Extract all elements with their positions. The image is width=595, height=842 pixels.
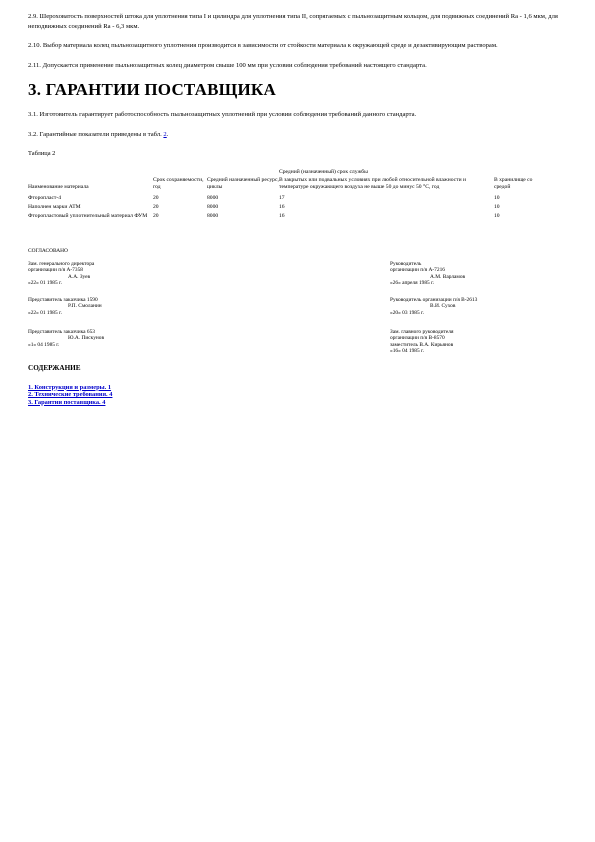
paragraph-2-10: 2.10. Выбор материала колец пыльнозащитного уплотнения производится в зависимости от стойкости материала к окружающей среде и дезактивирующим растворам. (28, 42, 498, 49)
table-header-resource: Средний назначенный ресурс, циклы (207, 176, 279, 190)
signature-role: Руководитель организации п/я В-2613 (390, 296, 478, 303)
signature-date: «20» 03 1985 г. (390, 309, 424, 316)
table-caption: Таблица 2 (28, 150, 56, 157)
signature-role: Представитель заказчика 1590 (28, 296, 98, 303)
toc-link-section-2[interactable]: 2. Технические требования. 4 (28, 391, 113, 399)
signature-right-2 (390, 297, 560, 317)
signature-role: организации п/я А-7216 (390, 267, 445, 274)
table-cell: 20 (153, 194, 159, 201)
signature-role: заместитель В.А. Кирьянов (390, 341, 454, 348)
table-cell: 16 (279, 212, 285, 219)
signature-role: Представитель заказчика 653 (28, 328, 95, 335)
paragraph-2-9: 2.9. Шероховатость поверхностей штока для уплотнения типа I и цилиндра для уплотнения типа II, сопрягаемых с пыльнозащитным кольцом, для подвижных соединений Ra - 1,6 мкм, для неподвижных соединений Ra - 6,3 мкм. (28, 13, 558, 30)
document-page (28, 12, 568, 406)
table-2-link[interactable]: 2 (163, 130, 167, 138)
table-cell: 10 (494, 194, 500, 201)
signature-right-1 (390, 261, 560, 287)
table-cell: 10 (494, 203, 500, 210)
signature-date: «26» апреля 1985 г. (390, 280, 435, 287)
section-title: 3. ГАРАНТИИ ПОСТАВЩИКА (28, 80, 276, 99)
table-header-storage-env: В хранилище со средой (494, 176, 533, 190)
table-header-material: Наименование материала (28, 183, 89, 190)
paragraph-2-11: 2.11. Допускается применение пыльнозащитных колец диаметром свыше 100 мм при условии соблюдения требований настоящего стандарта. (28, 61, 427, 69)
table-cell: 20 (153, 203, 159, 210)
signature-left-2 (28, 297, 198, 317)
table-row (28, 195, 544, 204)
table-of-contents (28, 384, 568, 407)
table-cell: 10 (494, 212, 500, 219)
warranty-table (28, 169, 544, 222)
toc-link-section-3[interactable]: 3. Гарантии поставщика. 4 (28, 398, 106, 406)
signature-role: организации п/я В-8570 (390, 335, 445, 342)
signature-name: А.М. Варламов (430, 273, 466, 280)
signature-role: организации п/я А-7358 (28, 267, 83, 274)
table-cell: Наполнен марки АТМ (28, 203, 81, 210)
table-cell: 20 (153, 212, 159, 219)
paragraph-3-2 (28, 130, 568, 140)
signature-left-3 (28, 329, 198, 349)
signature-name: Ю.А. Пискунов (68, 335, 105, 342)
table-cell: Фторопласт-4 (28, 194, 62, 201)
signature-date: «1» 04 1985 г. (28, 341, 60, 348)
table-cell: 8000 (207, 194, 219, 201)
table-cell: 8000 (207, 212, 219, 219)
approval-signatures (28, 248, 568, 358)
paragraph-3-2-text: 3.2. Гарантийные показатели приведены в табл. (28, 130, 164, 138)
signature-role: Руководитель (390, 260, 422, 267)
signature-date: «22» 01 1985 г. (28, 309, 62, 316)
signature-name: Р.П. Смоланин (68, 303, 102, 310)
table-cell: Фторопластовый уплотнительный материал ФУМ (28, 212, 148, 219)
paragraph-3-1: 3.1. Изготовитель гарантирует работоспособность пыльнозащитных уплотнений при условии соблюдения требований данного стандарта. (28, 111, 417, 118)
table-group-header: Средний (назначенный) срок службы (279, 168, 368, 175)
paragraph-3-2-end: . (166, 130, 169, 138)
signature-left-1 (28, 261, 198, 287)
table-cell: 8000 (207, 203, 219, 210)
table-row (28, 213, 544, 222)
signature-role: Зам. главного руководителя (390, 328, 454, 335)
table-row (28, 204, 544, 213)
toc-title: СОДЕРЖАНИЕ (28, 363, 81, 372)
toc-link-section-1[interactable]: 1. Конструкция и размеры. 1 (28, 383, 112, 391)
signature-name: В.И. Сухов (430, 303, 456, 310)
signature-role: Зам. генерального директора (28, 260, 95, 267)
signature-date: «22» 01 1985 г. (28, 280, 62, 287)
approval-label: СОГЛАСОВАНО (28, 247, 68, 254)
signature-date: «16» 04 1985 г. (390, 348, 424, 355)
table-header-storage: Срок сохраняемости, год (153, 176, 204, 190)
table-cell: 17 (279, 194, 285, 201)
signature-name: А.А. Зуев (68, 273, 91, 280)
signature-right-3 (390, 329, 560, 355)
table-header-closed-conditions: В закрытых или подвальных условиях при любой относительной влажности и температуре окружающего воздуха не выше 50 до минус 50 °С, год (279, 176, 466, 190)
table-cell: 16 (279, 203, 285, 210)
